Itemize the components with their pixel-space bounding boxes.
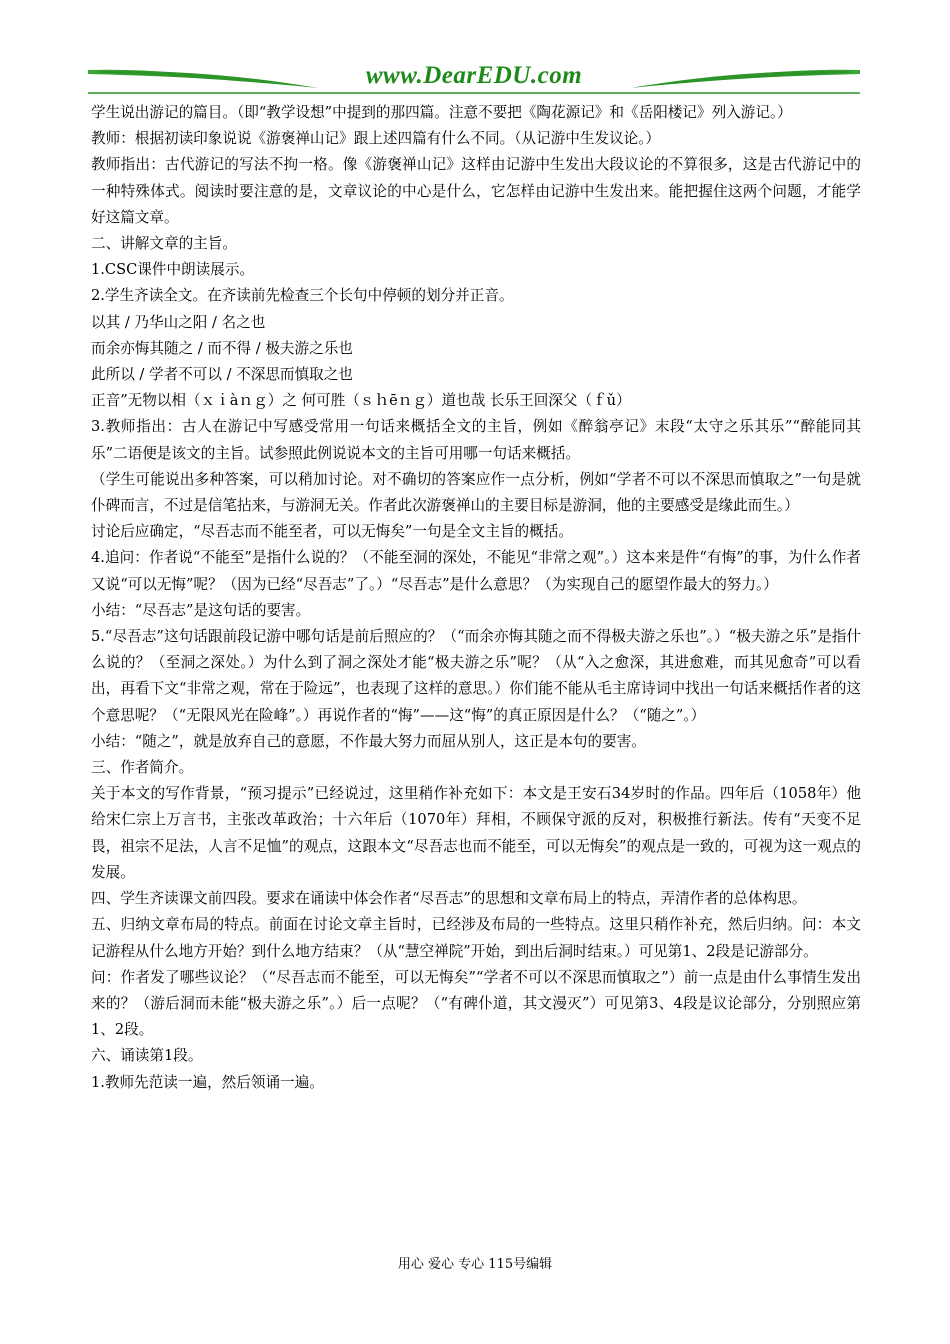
paragraph: 小结：“随之”，就是放弃自己的意愿，不作最大努力而屈从别人，这正是本句的要害。: [91, 732, 646, 750]
section-heading: 四、学生齐读课文前四段。要求在诵读中体会作者“尽吾志”的思想和文章布局上的特点，弄清作者的总体构思。: [91, 890, 807, 908]
paragraph: 教师：根据初读印象说说《游褒禅山记》跟上述四篇有什么不同。（从记游中生发议论。）: [91, 130, 661, 148]
section-heading: 三、作者简介。: [91, 759, 194, 777]
paragraph: 小结：“尽吾志”是这句话的要害。: [91, 601, 311, 619]
paragraph: 1.教师先范读一遍，然后领诵一遍。: [91, 1073, 324, 1091]
paragraph: 讨论后应确定，“尽吾志而不能至者，可以无悔矣”一句是全文主旨的概括。: [91, 523, 573, 541]
paragraph: 此所以 / 学者不可以 / 不深思而慎取之也: [91, 366, 353, 384]
paragraph: 正音”无物以相（ｘｉàｎｇ）之 何可胜（ｓｈēｎｇ）道也哉 长乐王回深父（ｆǔ）: [91, 392, 631, 410]
site-logo-text: www.DearEDU.com: [88, 62, 860, 90]
page-footer: 用心 爱心 专心 115号编辑: [397, 1257, 553, 1272]
paragraph: 4.追问：作者说“不能至”是指什么说的？（不能至洞的深处，不能见“非常之观”。）这本来是件“有悔”的事，为什么作者又说“可以无悔”呢？（因为已经“尽吾志”了。）“尽吾志”是什么意思？（为实现自己的愿望作最大的努力。）: [91, 549, 861, 593]
paragraph: 1.CSC课件中朗读展示。: [91, 261, 255, 279]
section-heading: 二、讲解文章的主旨。: [91, 235, 237, 253]
paragraph: 问：作者发了哪些议论？（“尽吾志而不能至，可以无悔矣”“学者不可以不深思而慎取之”）前一点是由什么事情生发出来的？（游后洞而未能“极夫游之乐”。）后一点呢？（“有碑仆道，其文漫灭”）可见第3、4段是议论部分，分别照应第1、2段。: [91, 968, 861, 1039]
paragraph: 3.教师指出：古人在游记中写感受常用一句话来概括全文的主旨，例如《醉翁亭记》末段“太守之乐其乐”“醉能同其乐”二语便是该文的主旨。试参照此例说说本文的主旨可用哪一句话来概括。: [91, 418, 861, 462]
document-body: [91, 100, 861, 1096]
paragraph: （学生可能说出多种答案，可以稍加讨论。对不确切的答案应作一点分析，例如“学者不可以不深思而慎取之”一句是就仆碑而言，不过是信笔拈来，与游洞无关。作者此次游褒禅山的主要目标是游洞，他的主要感受是缘此而生。）: [91, 470, 861, 515]
site-header-banner: [88, 58, 860, 98]
paragraph: 教师指出：古代游记的写法不拘一格。像《游褒禅山记》这样由记游中生发出大段议论的不算很多，这是古代游记中的一种特殊体式。阅读时要注意的是，文章议论的中心是什么，它怎样由记游中生发出来。能把握住这两个问题，才能学好这篇文章。: [91, 156, 861, 226]
paragraph: 以其 / 乃华山之阳 / 名之也: [91, 313, 266, 331]
paragraph: 5.“尽吾志”这句话跟前段记游中哪句话是前后照应的？（“而余亦悔其随之而不得极夫游之乐也”。）“极夫游之乐”是指什么说的？（至洞之深处。）为什么到了洞之深处才能“极夫游之乐”呢？（从“入之愈深，其进愈难，而其见愈奇”可以看出，再看下文“非常之观，常在于险远”，也表现了这样的意思。）你们能不能从毛主席诗词中找出一句话来概括作者的这个意思呢？（“无限风光在险峰”。）再说作者的“悔”——这“悔”的真正原因是什么？（“随之”。）: [91, 628, 861, 724]
paragraph: 而余亦悔其随之 / 而不得 / 极夫游之乐也: [91, 339, 353, 357]
section-heading: 五、归纳文章布局的特点。前面在讨论文章主旨时，已经涉及布局的一些特点。这里只稍作补充，然后归纳。问：本文记游程从什么地方开始？到什么地方结束？（从“慧空禅院”开始，到出后洞时结束。）可见第1、2段是记游部分。: [91, 916, 861, 960]
paragraph: 关于本文的写作背景，“预习提示”已经说过，这里稍作补充如下：本文是王安石34岁时的作品。四年后（1058年）他给宋仁宗上万言书，主张改革政治；十六年后（1070年）拜相，不顾保守派的反对，积极推行新法。传有“天变不足畏，祖宗不足法，人言不足恤”的观点，这跟本文“尽吾志也而不能至，可以无悔矣”的观点是一致的，可视为这一观点的发展。: [91, 785, 861, 881]
paragraph: 2.学生齐读全文。在齐读前先检查三个长句中停顿的划分并正音。: [91, 287, 514, 305]
section-heading: 六、诵读第1段。: [91, 1047, 203, 1065]
paragraph: 学生说出游记的篇目。（即“教学设想”中提到的那四篇。注意不要把《陶花源记》和《岳阳楼记》列入游记。）: [91, 104, 792, 121]
